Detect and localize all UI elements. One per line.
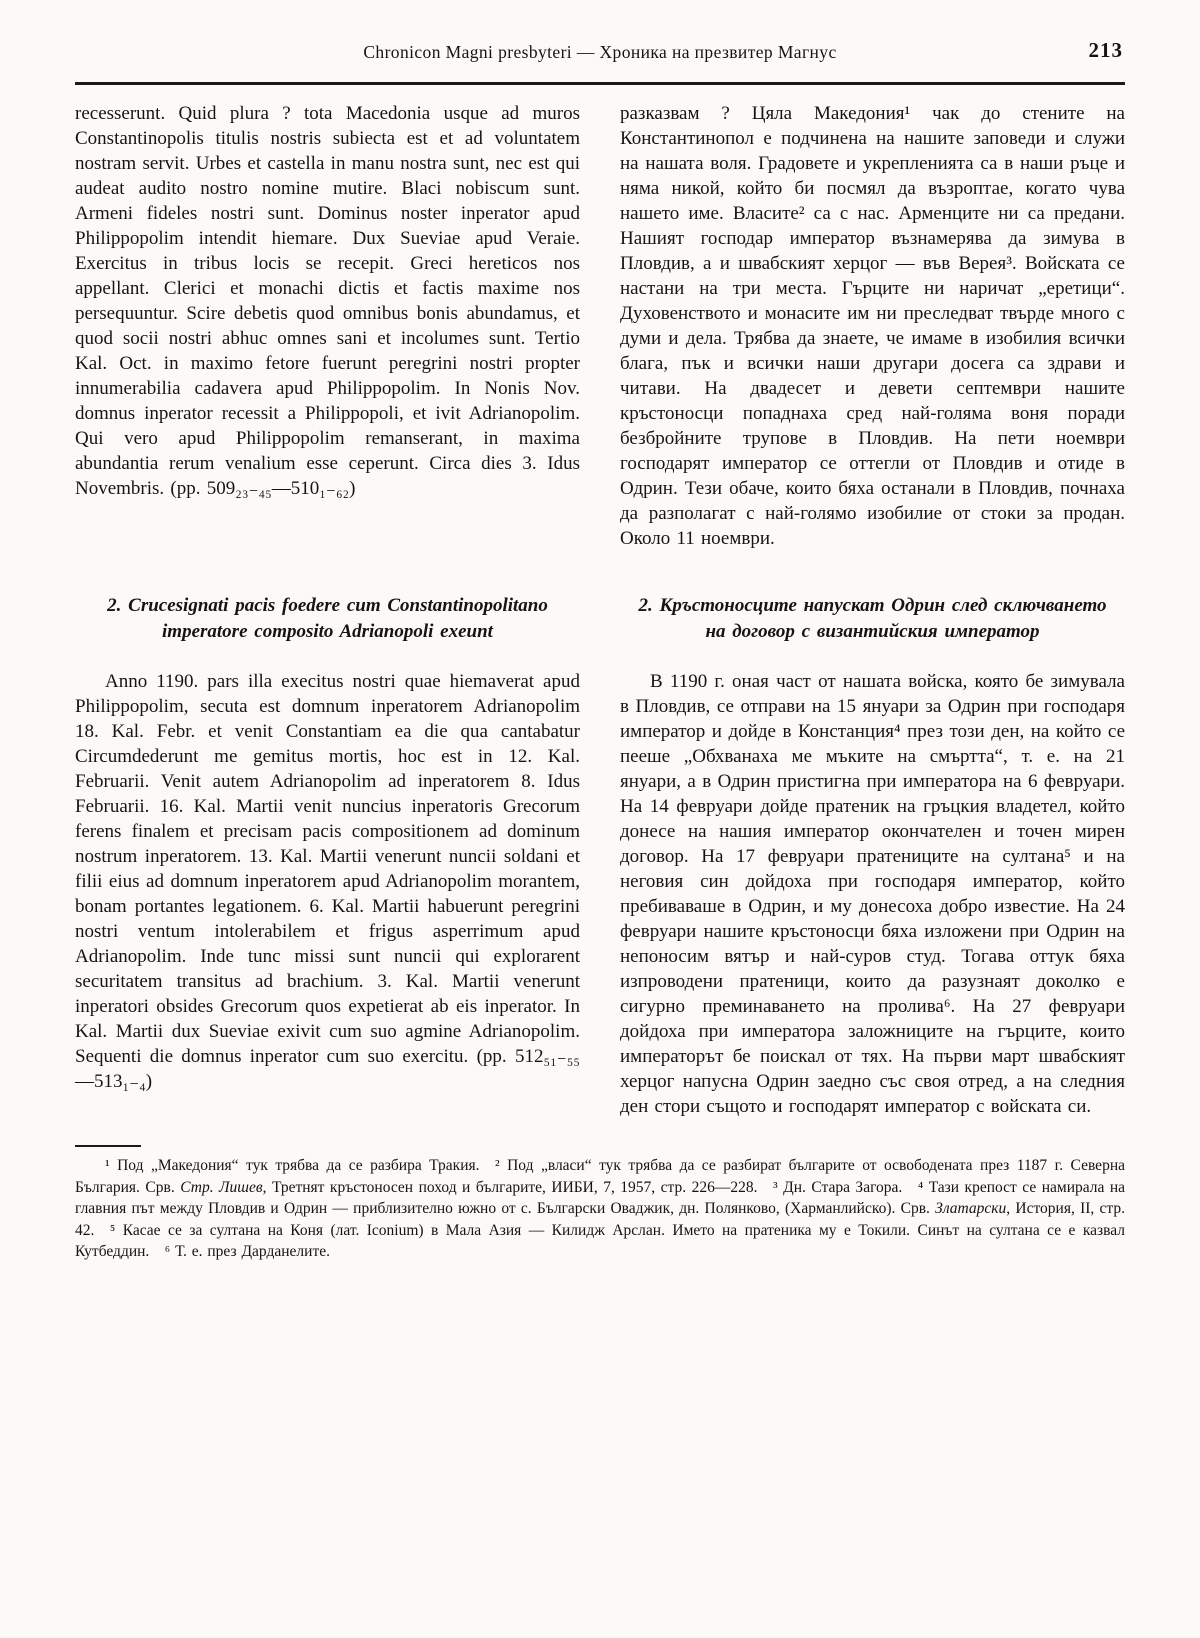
latin-section-heading: 2. Crucesignati pacis foedere cum Constantinopolitano imperatore composito Adrianopoli exeunt xyxy=(107,595,548,642)
footnote-5: ⁵ Касае се за султана на Коня (лат. Iconium) в Мала Азия — Килидж Арслан. Името на пратеника му е Токили. Синът на султана се е казвал Кутбеддин. xyxy=(75,1221,1125,1260)
footnote-separator xyxy=(75,1145,141,1147)
footnote-4: ⁴ Тази крепост се намирала на главния път между Пловдив и Одрин — приблизително южно от с. Български Оваджик, дн. Полянково, (Харманлийско). Срв. xyxy=(75,1178,1126,1217)
footnote-2-author: Стр. Лишев xyxy=(180,1178,263,1196)
running-title: Chronicon Magni presbyteri — Хроника на презвитер Магнус xyxy=(363,42,837,62)
footnotes-block xyxy=(75,1155,1125,1263)
page-number: 213 xyxy=(1088,38,1123,62)
footnote-area xyxy=(75,1145,1125,1263)
footnote-2-citation: , Третнят кръстоносен поход и българите, ИИБИ, 7, 1957, стр. 226—228. xyxy=(262,1178,773,1196)
bulgarian-paragraph-1: разказвам ? Цяла Македония¹ чак до стените на Константинопол е подчинена на нашите заповеди и служи на нашата воля. Градовете и укрепленията са в наши ръце и няма никой, който би посмял да възроптае, когато чува нашето име. Власите² са с нас. Арменците ни са предани. Нашият господар император възнамерява да зимува в Пловдив, а и швабският херцог — във Верея³. Войската се настани на три места. Гърците ни наричат „еретици“. Духовенството и монасите им ни преследват твърде много с думи и дела. Трябва да знаете, че имаме в изобилия всички блага, пък и всички наши другари досега са здрави и читави. На двадесет и девети септември нашите кръстоносци попаднаха сред най-голяма воня поради безбройните трупове в Пловдив. На пети ноември господарят император се оттегли от Пловдив и отиде в Одрин. Тези обаче, които бяха останали в Пловдив, почнаха да разполагат с най-голямо изобилие от стоки за продан. Около 11 ноември. xyxy=(620,103,1125,549)
page-header xyxy=(75,38,1125,76)
latin-paragraph-1: recesserunt. Quid plura ? tota Macedonia usque ad muros Constantinopolis titulis nostris subiecta est et ad voluntatem nostram servit. Urbes et castella in manu nostra sunt, nec est qui audeat audito nostro nomine mutire. Blaci nobiscum sunt. Armeni fideles nostri sunt. Dominus noster inperator apud Philippopolim intendit hiemare. Dux Sueviae apud Veraie. Exercitus in tribus locis se recepit. Greci hereticos nos appellant. Clerici et monachi dictis et factis maxime nos persequuntur. Scire debetis quod omnibus bonis abundamus, et quod socii nostri abhuc omnes sani et incolumes sunt. Tertio Kal. Oct. in maximo fetore fuerunt peregrini nostri propter innumerabilia cadavera apud Philippopolim. In Nonis Nov. domnus inperator recessit a Philippopoli, et ivit Adrianopolim. Qui vero apud Philippopolim remanserant, in maxima abundantia rerum venalium esse ceperunt. Circa dies 3. Idus Novembris. (pp. 509₂₃₋₄₅—510₁₋₆₂) xyxy=(75,103,580,499)
header-rule xyxy=(75,82,1125,85)
footnote-3: ³ Дн. Стара Загора. xyxy=(773,1178,918,1196)
bulgarian-section-heading: 2. Кръстоносците напускат Одрин след сключването на договор с византийския император xyxy=(638,595,1107,642)
footnote-2: ² Под „власи“ тук трябва да се разбират българите от освободената през 1187 г. Северна България. Срв. xyxy=(75,1157,1125,1196)
latin-paragraph-2: Anno 1190. pars illa execitus nostri quae hiemaverat apud Philippopolim, secuta est domnum inperatorem Adrianopolim 18. Kal. Febr. et venit Constantiam ea die qua cantabatur Circumdederunt me gemitus mortis, hoc est in 12. Kal. Februarii. Venit autem Adrianopolim ad inperatorem 8. Idus Februarii. 16. Kal. Martii venit nuncius inperatoris Grecorum ferens finalem et precisam pacis compositionem ad dominum nostrum inperatorem. 13. Kal. Martii venerunt nuncii soldani et filii eius ad domnum inperatorem apud Adrianopolim morantem, bonam portantes legationem. 6. Kal. Martii habuerunt peregrini nostri ventum intolerabilem et frigus asperrimum apud Adrianopolim. Inde tunc missi sunt nuncii qui explorarent securitatem transitus ad brachium. 3. Kal. Martii venerunt inperatori obsides Grecorum quos expetierat ab eis inperator. In Kal. Martii dux Sueviae exivit cum suo agmine Adrianopolim. Sequenti die domnus inperator cum suo exercitu. (pp. 512₅₁₋₅₅—513₁₋₄) xyxy=(75,671,580,1092)
footnote-1: ¹ Под „Македония“ тук трябва да се разбира Тракия. xyxy=(105,1157,495,1174)
footnote-6: ⁶ Т. е. през Дарданелите. xyxy=(164,1243,330,1260)
bulgarian-paragraph-2: В 1190 г. оная част от нашата войска, която бе зимувала в Пловдив, се отправи на 15 януари за Одрин при господаря император и дойде в Констанция⁴ през този ден, на който се пееше „Обхванаха ме мъките на смъртта“, т. е. на 21 януари, а в Одрин пристигна при императора на 6 февруари. На 14 февруари дойде пратеник на гръцкия владетел, който донесе на нашия император окончателен и точен мирен договор. На 17 февруари пратениците на султана⁵ и на неговия син дойдоха при господаря император, който пребиваваше в Одрин, и му донесоха добро известие. На 24 февруари нашите кръстоносци бяха изложени при Одрин на непоносим вятър и най-суров студ. Тогава оттук бяха изпроводени пратеници, които да разузнаят доколко е сигурно преминаването на пролива⁶. На 27 февруари дойдоха при императора заложниците на гърците, които императорът бе поискал от тях. На първи март швабският херцог напусна Одрин заедно със своя отред, а на следния ден стори същото и господарят император с войската си. xyxy=(620,671,1125,1117)
footnote-4-citation: , История, II, стр. 42. xyxy=(75,1200,1126,1239)
footnote-4-author: Златарски xyxy=(935,1200,1007,1217)
two-column-body xyxy=(75,101,1125,1119)
